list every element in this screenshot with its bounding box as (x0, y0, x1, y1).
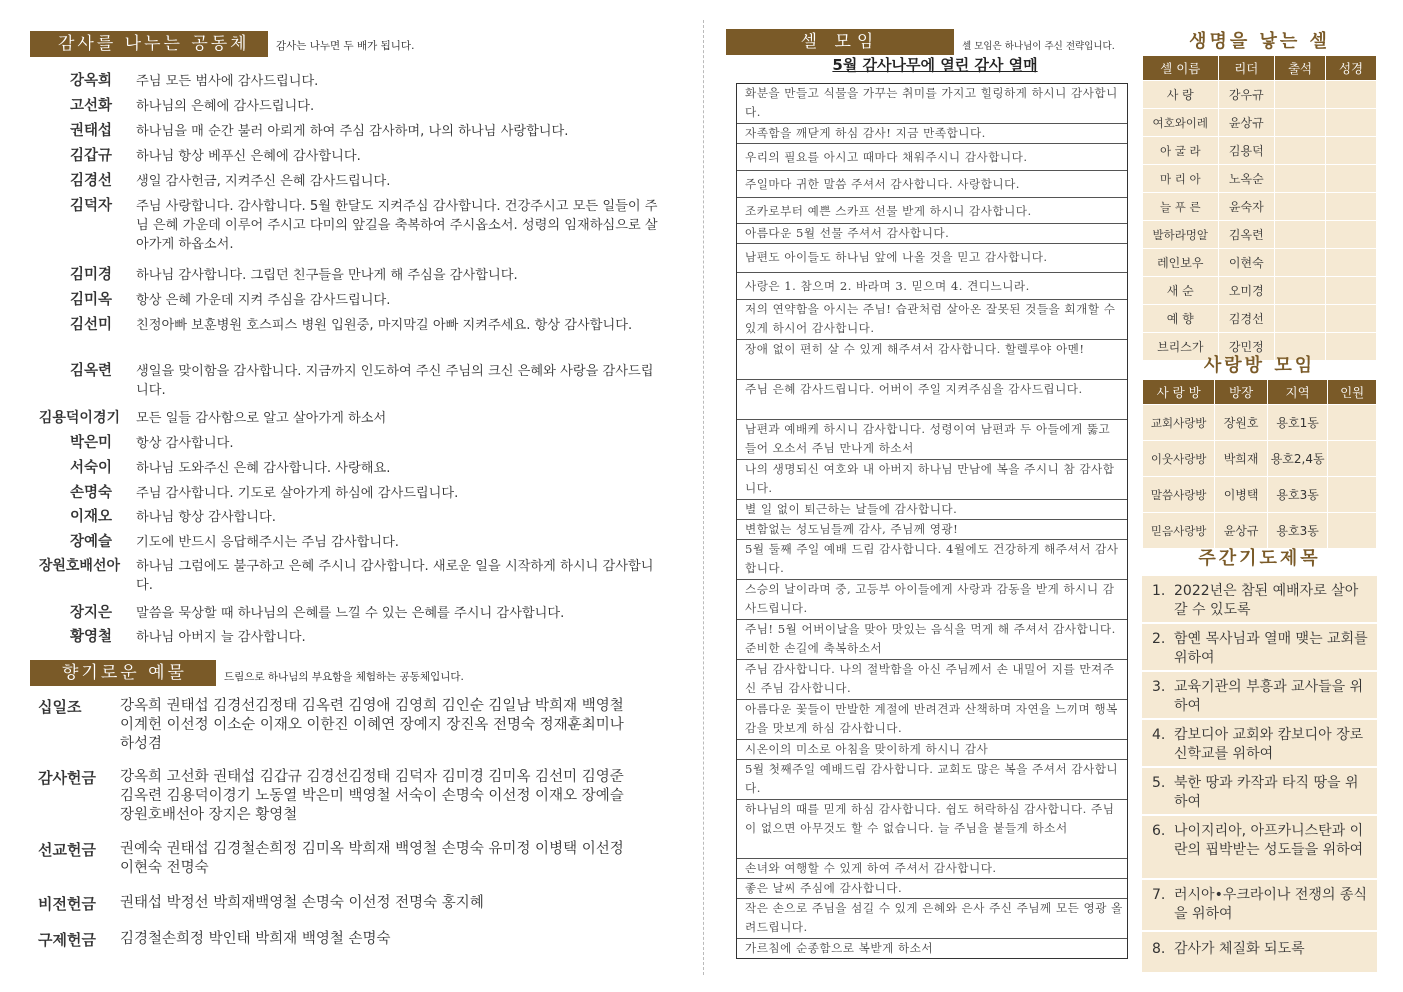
prayer-text: 북한 땅과 카작과 타직 땅을 위하여 (1174, 775, 1359, 810)
letter-row: 아름다운 꽃들이 만발한 계절에 반려견과 산책하며 자연을 느끼며 행복감을 맛보게 하심 감사합니다. (737, 700, 1127, 740)
letter-row: 스승의 날이라며 중, 고등부 아이들에게 사랑과 감동을 받게 하시니 감사드립니다. (737, 580, 1127, 620)
table-header: 사 랑 방 (1143, 380, 1215, 405)
prayer-separator (1142, 670, 1377, 672)
table-header: 지역 (1267, 380, 1328, 405)
table-row (1143, 277, 1377, 305)
thanks-text: 친정아빠 보훈병원 호스피스 병원 입원중, 마지막길 아빠 지켜주세요. 항상 감사합니다. (136, 318, 633, 333)
table-cell (1326, 165, 1377, 193)
prayer-text: 러시아•우크라이나 전쟁의 종식을 위하여 (1174, 887, 1367, 922)
offering-label: 십일조 (38, 698, 82, 716)
thanks-name: 김미옥 (69, 292, 112, 308)
letter-row: 우리의 필요를 아시고 때마다 채워주시니 감사합니다. (737, 144, 1127, 171)
letter-row: 나의 생명되신 여호와 내 아버지 하나님 만남에 복을 주시니 참 감사합니다. (737, 460, 1127, 500)
table-cell: 박희재 (1215, 441, 1268, 477)
thanks-name: 김갑규 (69, 148, 112, 164)
thanks-name: 권태섭 (69, 123, 112, 139)
thanks-text: 하나님 항상 베푸신 은혜에 감사합니다. (136, 149, 361, 164)
table-cell: 이병택 (1215, 477, 1268, 513)
thanks-text: 주님 모든 범사에 감사드립니다. (136, 74, 319, 89)
thanks-section-title: 감사를 나누는 공동체 (58, 34, 250, 54)
thanks-text: 하나님 아버지 늘 감사합니다. (136, 630, 306, 645)
offering-section-title: 향기로운 예물 (62, 663, 187, 683)
table-cell: 윤숙자 (1218, 193, 1275, 221)
letter-row: 주님! 5월 어버이날을 맞아 맛있는 음식을 먹게 해 주셔서 감사합니다. 준비한 손길에 축복하소서 (737, 620, 1127, 660)
thanks-text: 말씀을 묵상할 때 하나님의 은혜를 느낄 수 있는 은혜를 주시니 감사합니다. (136, 606, 565, 621)
letter-row: 시온이의 미소로 아침을 맞이하게 하시니 감사 (737, 740, 1127, 760)
table-cell (1326, 81, 1377, 109)
table-cell (1275, 305, 1326, 333)
table-cell (1328, 441, 1377, 477)
thanks-text: 하나님 그럼에도 불구하고 은혜 주시니 감사합니다. 새로운 일을 시작하게 하시니 감사합니다. (136, 559, 654, 593)
letter-row: 5월 첫째주일 예배드림 감사합니다. 교회도 많은 복을 주셔서 감사합니다. (737, 760, 1127, 800)
cell-section-title-bar (726, 29, 954, 55)
table-cell (1275, 193, 1326, 221)
prayer-title: 주간기도제목 (1198, 548, 1321, 569)
thanks-text: 모든 일들 감사함으로 알고 살아가게 하소서 (136, 411, 387, 426)
table-header: 성경 (1326, 56, 1377, 81)
prayer-item (1152, 822, 1370, 860)
thanks-name: 황영철 (69, 629, 112, 645)
table-header: 리더 (1218, 56, 1275, 81)
offering-names: 강옥희 권태섭 김경선김정태 김옥련 김영애 김영희 김인순 김일남 박희재 백영철 이계헌 이선정 이소순 이재오 이한진 이혜연 장예지 장진옥 전명숙 정재훈최미나 하성겸 (120, 698, 624, 752)
thanks-name: 강옥희 (69, 73, 112, 89)
prayer-text: 감사가 체질화 되도록 (1174, 941, 1305, 957)
thanks-name: 박은미 (69, 435, 112, 451)
thanks-text: 생일을 맞이함을 감사합니다. 지금까지 인도하여 주신 주님의 크신 은혜와 사랑을 감사드립니다. (136, 364, 654, 398)
table-cell: 노옥순 (1218, 165, 1275, 193)
prayer-text: 캄보디아 교회와 캄보디아 장로신학교를 위하여 (1174, 727, 1364, 762)
thanks-text: 하나님 감사합니다. 그립던 친구들을 만나게 해 주심을 감사합니다. (136, 268, 518, 283)
table-cell: 용호3동 (1267, 513, 1328, 549)
prayer-number: 3. (1152, 679, 1166, 695)
table-row (1143, 137, 1377, 165)
letter-row: 별 일 없이 퇴근하는 날들에 감사합니다. (737, 500, 1127, 520)
letter-row: 작은 손으로 주님을 섬길 수 있게 은혜와 은사 주신 주님께 모든 영광 올려드립니다. (737, 899, 1127, 939)
table-cell: 김용덕 (1218, 137, 1275, 165)
letter-row: 5월 둘째 주일 예배 드림 감사합니다. 4월에도 건강하게 해주셔서 감사합니다. (737, 540, 1127, 580)
thanks-name: 김선미 (69, 317, 112, 333)
life-cell-title: 생명을 낳는 셀 (1189, 31, 1330, 52)
table-cell (1326, 249, 1377, 277)
table-cell (1326, 193, 1377, 221)
letter-row: 하나님의 때를 믿게 하심 감사합니다. 쉽도 허락하심 감사합니다. 주님이 없으면 아무것도 할 수 없습니다. 늘 주님을 붙들게 하소서 (737, 800, 1127, 859)
table-cell (1275, 81, 1326, 109)
table-cell: 마 리 아 (1143, 165, 1219, 193)
prayer-item (1152, 726, 1370, 764)
offering-names: 권예숙 권태섭 김경철손희정 김미옥 박희재 백영철 손명숙 유미정 이병택 이선정 이현숙 전명숙 (120, 841, 624, 876)
table-cell (1275, 109, 1326, 137)
thanks-name: 김경선 (69, 173, 112, 189)
letter-row: 주일마다 귀한 말씀 주셔서 감사합니다. 사랑합니다. (737, 171, 1127, 198)
table-cell (1275, 277, 1326, 305)
table-cell (1275, 249, 1326, 277)
thanks-name: 김용덕이경기 (38, 410, 120, 426)
cell-section-title: 셀 모임 (800, 32, 880, 52)
offering-section-title-bar (30, 660, 216, 686)
love-room-title: 사랑방 모임 (1203, 355, 1316, 376)
table-row (1143, 305, 1377, 333)
letter-row: 아름다운 5월 선물 주셔서 감사합니다. (737, 224, 1127, 244)
life-cell-table (1142, 55, 1377, 361)
prayer-text: 함옌 목사님과 열매 맺는 교회를 위하여 (1174, 631, 1368, 666)
table-cell: 용호1동 (1267, 405, 1328, 441)
prayer-text: 2022년은 참된 예배자로 살아갈 수 있도록 (1174, 583, 1359, 618)
table-cell: 이웃사랑방 (1143, 441, 1215, 477)
prayer-number: 5. (1152, 775, 1166, 791)
table-row (1143, 405, 1377, 441)
offering-label: 구제헌금 (38, 931, 96, 949)
prayer-separator (1142, 622, 1377, 624)
prayer-separator (1142, 878, 1377, 880)
prayer-list (1142, 576, 1377, 972)
prayer-separator (1142, 930, 1377, 932)
offering-section-subtitle: 드림으로 하나님의 부요함을 체험하는 공동체입니다. (224, 671, 464, 683)
offering-names: 김경철손희정 박인태 박희재 백영철 손명숙 (120, 931, 391, 947)
thanks-text: 주님 사랑합니다. 감사합니다. 5월 한달도 지켜주심 감사합니다. 건강주시고 모든 일들이 주님 은혜 가운데 이루어 주시고 다미의 앞길을 축복하여 주시옵소서. 성령의 임재하심으로 살아가게 하옵소서. (136, 199, 658, 252)
table-cell (1326, 221, 1377, 249)
table-row (1143, 193, 1377, 221)
table-row (1143, 221, 1377, 249)
prayer-separator (1142, 814, 1377, 816)
table-header: 출석 (1275, 56, 1326, 81)
letter-row: 주님 감사합니다. 나의 절박함을 아신 주님께서 손 내밀어 지를 만져주신 주님 감사합니다. (737, 660, 1127, 700)
thanks-text: 항상 은혜 가운데 지켜 주심을 감사드립니다. (136, 293, 391, 308)
prayer-text: 나이지리아, 아프카니스탄과 이란의 핍박받는 성도들을 위하여 (1174, 823, 1364, 858)
thanks-text: 하나님의 은혜에 감사드립니다. (136, 99, 315, 114)
offering-names: 권태섭 박정선 박희재백영철 손명숙 이선정 전명숙 홍지혜 (120, 895, 484, 911)
prayer-number: 1. (1152, 583, 1166, 599)
prayer-number: 8. (1152, 941, 1166, 957)
letter-row: 사랑은 1. 참으며 2. 바라며 3. 믿으며 4. 견디느니라. (737, 273, 1127, 300)
letter-row: 남편도 아이들도 하나님 앞에 나올 것을 믿고 감사합니다. (737, 244, 1127, 273)
letter-row: 남편과 예배케 하시니 감사합니다. 성령이여 남편과 두 아들에게 뚫고 들어 오소서 주님 만나게 하소서 (737, 420, 1127, 460)
table-cell: 말씀사랑방 (1143, 477, 1215, 513)
table-cell: 용호2,4동 (1267, 441, 1328, 477)
table-row (1143, 249, 1377, 277)
table-cell: 아 굴 라 (1143, 137, 1219, 165)
thanks-name: 김옥련 (69, 363, 112, 379)
letter-row: 장애 없이 편히 살 수 있게 해주셔서 감사합니다. 할렐루야 아멘! (737, 340, 1127, 380)
letter-row: 변함없는 성도님들께 감사, 주님께 영광! (737, 520, 1127, 540)
table-cell (1275, 165, 1326, 193)
prayer-number: 6. (1152, 823, 1166, 839)
table-cell: 이현숙 (1218, 249, 1275, 277)
prayer-text: 교육기관의 부흥과 교사들을 위하여 (1174, 679, 1364, 714)
prayer-item (1152, 886, 1370, 924)
table-cell: 예 향 (1143, 305, 1219, 333)
table-cell (1328, 477, 1377, 513)
offering-label: 선교헌금 (38, 841, 96, 859)
thanks-text: 하나님 항상 감사합니다. (136, 510, 276, 525)
letters-heading: 5월 감사나무에 열린 감사 열매 (832, 56, 1038, 74)
table-cell (1328, 405, 1377, 441)
thanks-name: 손명숙 (69, 485, 112, 501)
table-row (1143, 441, 1377, 477)
table-cell (1275, 221, 1326, 249)
table-cell (1326, 137, 1377, 165)
thanks-text: 기도에 반드시 응답해주시는 주님 감사합니다. (136, 535, 400, 550)
table-cell: 김옥련 (1218, 221, 1275, 249)
letter-row: 자족함을 깨닫게 하심 감사! 지금 만족합니다. (737, 124, 1127, 144)
table-cell (1326, 109, 1377, 137)
table-cell: 사 랑 (1143, 81, 1219, 109)
table-header: 방장 (1215, 380, 1268, 405)
table-cell: 용호3동 (1267, 477, 1328, 513)
table-row (1143, 81, 1377, 109)
letter-row: 주님 은혜 감사드립니다. 어버이 주일 지켜주심을 감사드립니다. (737, 380, 1127, 420)
thanks-name: 김덕자 (69, 198, 112, 214)
prayer-item (1152, 630, 1370, 668)
thanks-name: 김미경 (69, 267, 112, 283)
table-row (1143, 109, 1377, 137)
prayer-separator (1142, 718, 1377, 720)
table-cell: 새 순 (1143, 277, 1219, 305)
table-cell (1275, 137, 1326, 165)
thanks-name: 장지은 (69, 605, 112, 621)
thanks-section-title-bar (30, 31, 268, 57)
prayer-number: 7. (1152, 887, 1166, 903)
love-room-table (1142, 379, 1377, 549)
thanks-text: 하나님을 매 순간 불러 아뢰게 하여 주심 감사하며, 나의 하나님 사랑합니다. (136, 124, 569, 139)
letter-row: 좋은 날씨 주심에 감사합니다. (737, 879, 1127, 899)
table-cell: 브리스가 (1143, 333, 1219, 361)
letter-row: 가르침에 순종함으로 복받게 하소서 (745, 941, 934, 955)
table-header: 인원 (1328, 380, 1377, 405)
letter-row: 조카로부터 예쁜 스카프 선물 받게 하시니 감사합니다. (737, 198, 1127, 224)
letter-row: 저의 연약함을 아시는 주님! 습관처럼 살아온 잘못된 것들을 회개할 수 있게 하시어 감사합니다. (737, 300, 1127, 340)
thanks-text: 주님 감사합니다. 기도로 살아가게 하심에 감사드립니다. (136, 486, 459, 501)
thanks-text: 항상 감사합니다. (136, 436, 234, 451)
cell-section-subtitle: 셀 모임은 하나님이 주신 전략입니다. (962, 41, 1115, 52)
thanks-name: 장예슬 (69, 534, 112, 550)
table-cell: 강민정 (1218, 333, 1275, 361)
prayer-item (1152, 582, 1370, 620)
prayer-item (1152, 940, 1370, 959)
table-cell (1326, 277, 1377, 305)
table-cell: 장원호 (1215, 405, 1268, 441)
thanks-text: 하나님 도와주신 은혜 감사합니다. 사랑해요. (136, 461, 391, 476)
prayer-number: 4. (1152, 727, 1166, 743)
table-row (1143, 477, 1377, 513)
offering-label: 감사헌금 (38, 769, 96, 787)
table-cell: 오미경 (1218, 277, 1275, 305)
letters-table (736, 83, 1128, 959)
table-cell: 윤상규 (1215, 513, 1268, 549)
thanks-section-subtitle: 감사는 나누면 두 배가 됩니다. (276, 40, 415, 52)
prayer-separator (1142, 766, 1377, 768)
table-cell: 발하라멍알 (1143, 221, 1219, 249)
table-cell: 여호와이레 (1143, 109, 1219, 137)
table-cell: 교회사랑방 (1143, 405, 1215, 441)
letter-row: 화분을 만들고 식물을 가꾸는 취미를 가지고 힐링하게 하시니 감사합니다. (737, 84, 1127, 124)
offering-label: 비전헌금 (38, 895, 96, 913)
table-cell: 강우규 (1218, 81, 1275, 109)
offering-names: 강옥희 고선화 권태섭 김갑규 김경선김정태 김덕자 김미경 김미옥 김선미 김영준 김옥련 김용덕이경기 노동열 박은미 백영철 서숙이 손명숙 이선정 이재오 장예슬 장원호배선아 장지은 황영철 (120, 769, 624, 823)
table-cell: 늘 푸 른 (1143, 193, 1219, 221)
thanks-name: 장원호배선아 (38, 558, 120, 574)
table-row (1143, 165, 1377, 193)
prayer-number: 2. (1152, 631, 1166, 647)
prayer-item (1152, 678, 1370, 716)
letter-row: 손녀와 여행할 수 있게 하여 주셔서 감사합니다. (737, 859, 1127, 879)
table-header: 셀 이름 (1143, 56, 1219, 81)
thanks-name: 고선화 (69, 98, 112, 114)
table-cell: 믿음사랑방 (1143, 513, 1215, 549)
thanks-name: 서숙이 (69, 460, 112, 476)
table-cell: 김경선 (1218, 305, 1275, 333)
thanks-name: 이재오 (69, 509, 112, 525)
page-divider (703, 20, 704, 975)
thanks-text: 생일 감사헌금, 지켜주신 은혜 감사드립니다. (136, 174, 391, 189)
table-cell: 윤상규 (1218, 109, 1275, 137)
table-cell (1326, 305, 1377, 333)
prayer-item (1152, 774, 1370, 812)
table-cell: 레인보우 (1143, 249, 1219, 277)
